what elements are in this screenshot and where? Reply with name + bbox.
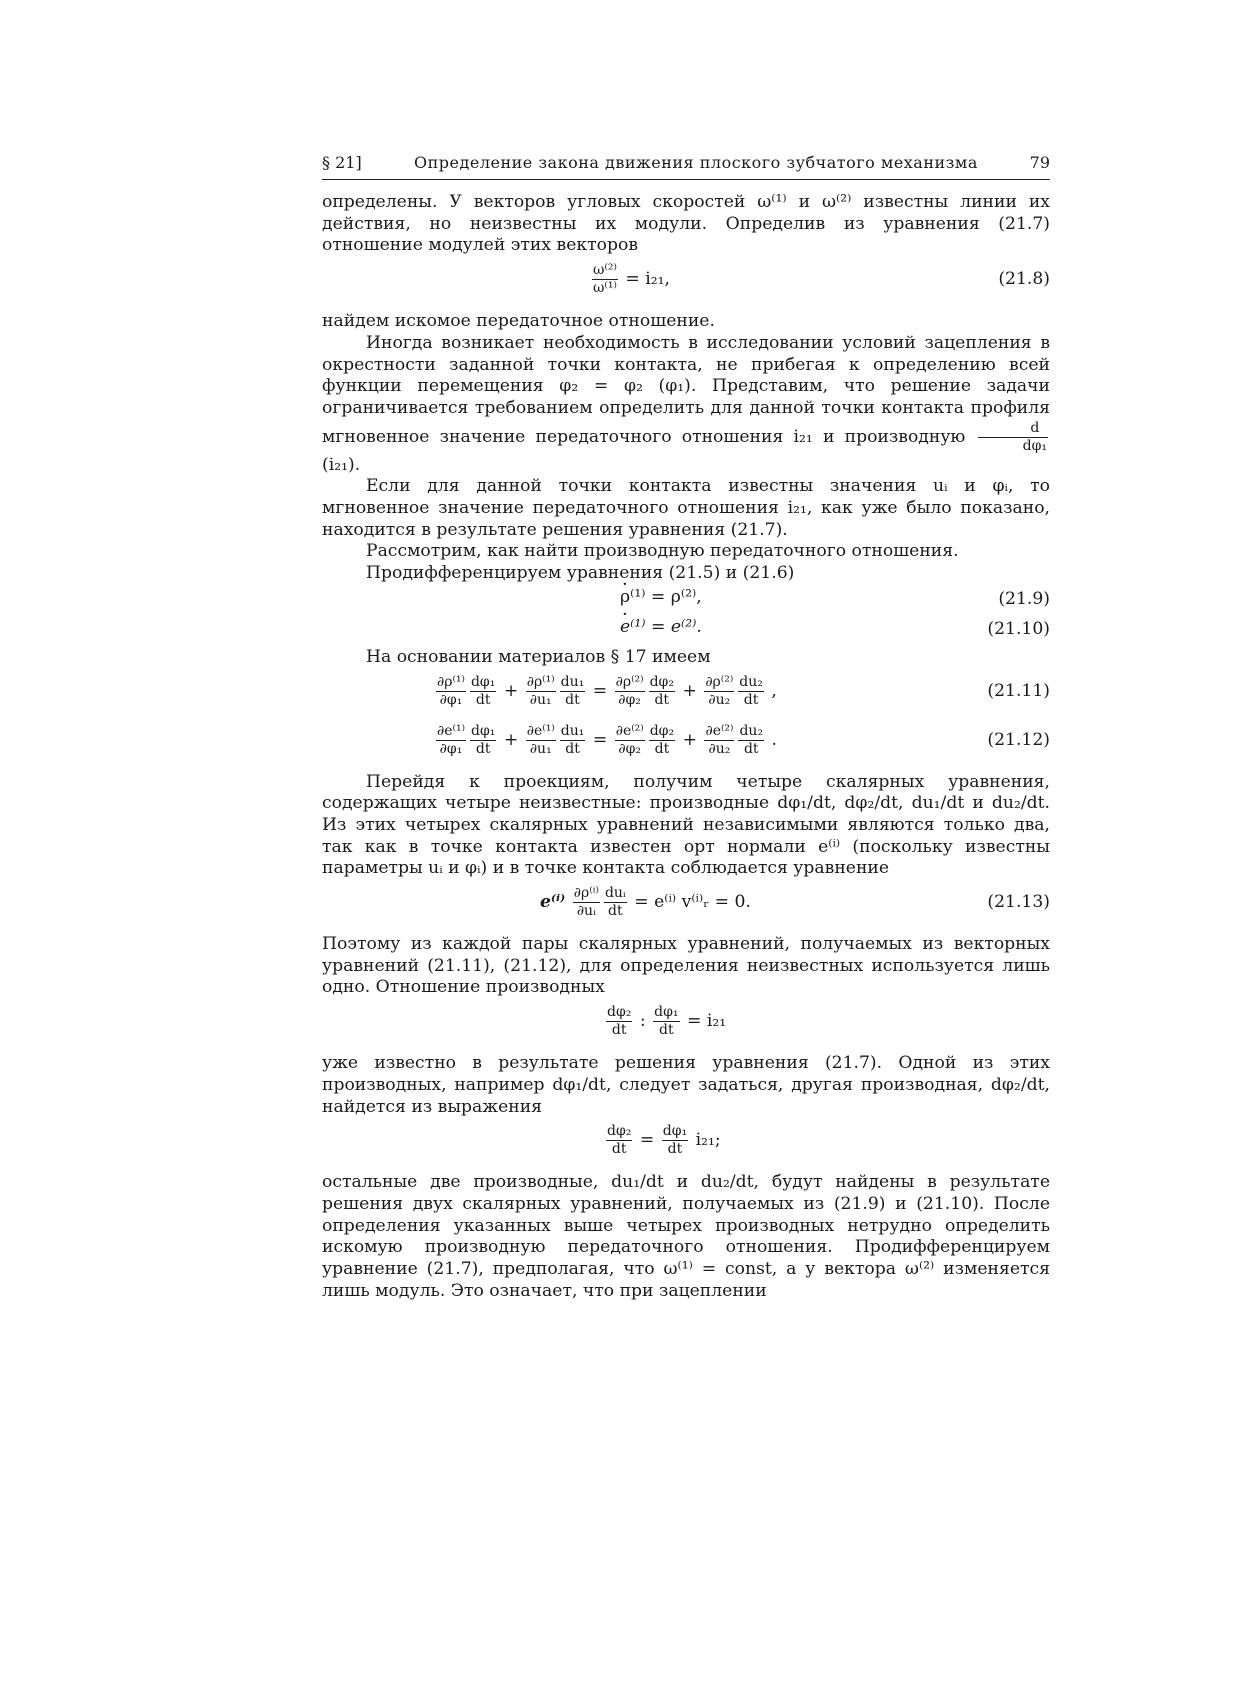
equation-21-10: · e⁽¹⁾ = e⁽²⁾. (21.10) xyxy=(322,617,1050,645)
page-number: 79 xyxy=(1029,153,1050,172)
paragraph: Продифференцируем уравнения (21.5) и (21.6) xyxy=(366,563,795,584)
equation-derivative: $\frac{\text{dφ₂}}{dt}$ = $\frac{\text{dφ₁}}{dt}$ i₂₁; xyxy=(607,1123,721,1158)
paragraph: Иногда возникает необходимость в исследовании условий зацепления в окрестности заданной точки контакта, не прибегая к определению всей функции перемещения φ₂ = φ₂ (φ₁). Представим, что решение задачи ограничивается требованием определить для данной точки контакта профиля мгновенное значение передаточного отношения i₂₁ и производную $\frac{d}{\text{dφ₁}}$ (i₂₁). xyxy=(322,332,1050,475)
paragraph: Если для данной точки контакта известны значения uᵢ и φᵢ, то мгновенное значение передаточного отношения i₂₁, как уже было показано, находится в результате решения уравнения (21.7). xyxy=(322,476,1050,540)
equation-number: (21.13) xyxy=(987,892,1050,913)
page-body xyxy=(322,192,1050,1303)
paragraph: остальные две производные, du₁/dt и du₂/dt, будут найдены в результате решения двух скалярных уравнений, получаемых из (21.9) и (21.10). После определения указанных выше четырех производных нетрудно определить искомую производную передаточного отношения. Продифференцируем уравнение (21.7), предполагая, что ω⁽¹⁾ = const, а у вектора ω⁽²⁾ изменяется лишь модуль. Это означает, что при зацеплении xyxy=(322,1172,1050,1301)
equation-21-13: e⁽ⁱ⁾ $\frac{\text{∂ρ⁽ⁱ⁾}}{\text{∂uᵢ}}$ duᵢ dt = e⁽ⁱ⁾ v⁽ⁱ⁾ᵣ = 0. (21.13) xyxy=(540,885,1050,920)
equation-21-9: · ρ⁽¹⁾ = ρ⁽²⁾, (21.9) xyxy=(322,587,1050,615)
paragraph: Рассмотрим, как найти производную передаточного отношения. xyxy=(366,541,959,562)
paragraph: Перейдя к проекциям, получим четыре скалярных уравнения, содержащих четыре неизвестные: производные dφ₁/dt, dφ₂/dt, du₁/dt и du₂/dt. Из этих четырех скалярных уравнений независимыми являются только два, так как в точке контакта известен орт нормали e⁽ⁱ⁾ (поскольку известны параметры uᵢ и φᵢ) и в точке контакта соблюдается уравнение xyxy=(322,771,1050,879)
section-number: § 21] xyxy=(322,153,362,172)
paragraph: На основании материалов § 17 имеем xyxy=(366,646,711,667)
equation-number: (21.12) xyxy=(987,729,1050,750)
equation-21-11: $\frac{\text{∂ρ⁽¹⁾}}{\text{∂φ₁}}$ $\frac{\text{dφ₁}}{dt}$ + $\frac{\text{∂ρ⁽¹⁾}}{\text{∂u₁}}$ $\frac{\text{du₁}}{dt}$ = $\frac{\text{∂ρ⁽²⁾}}{\text{∂φ₂}}$ $\frac{\text{dφ₂}}{dt}$ + $\frac{\text{∂ρ⁽²⁾}}{\text{∂u₂}}$ $\frac{\text{du₂}}{dt}$ , (21.11) xyxy=(437,673,1050,708)
equation-number: (21.8) xyxy=(998,269,1050,290)
running-header xyxy=(322,153,1050,180)
equation-number: (21.10) xyxy=(987,618,1050,639)
paragraph: уже известно в результате решения уравнения (21.7). Одной из этих производных, например dφ₁/dt, следует задаться, другая производная, dφ₂/dt, найдется из выражения xyxy=(322,1053,1050,1117)
equation-number: (21.9) xyxy=(998,588,1050,609)
paragraph: Поэтому из каждой пары скалярных уравнений, получаемых из векторных уравнений (21.11), (21.12), для определения неизвестных используется лишь одно. Отношение производных xyxy=(322,934,1050,998)
paragraph: определены. У векторов угловых скоростей ω⁽¹⁾ и ω⁽²⁾ известны линии их действия, но неизвестны их модули. Определив из уравнения (21.7) отношение модулей этих векторов xyxy=(322,192,1050,256)
equation-number: (21.11) xyxy=(987,680,1050,701)
equation-21-12: $\frac{\text{∂e⁽¹⁾}}{\text{∂φ₁}}$ $\frac{\text{dφ₁}}{dt}$ + $\frac{\text{∂e⁽¹⁾}}{\text{∂u₁}}$ $\frac{\text{du₁}}{dt}$ = $\frac{\text{∂e⁽²⁾}}{\text{∂φ₂}}$ $\frac{\text{dφ₂}}{dt}$ + $\frac{\text{∂e⁽²⁾}}{\text{∂u₂}}$ $\frac{\text{du₂}}{dt}$ . (21.12) xyxy=(437,722,1050,757)
equation-ratio: $\frac{\text{dφ₂}}{dt}$ : $\frac{\text{dφ₁}}{dt}$ = i₂₁ xyxy=(607,1004,727,1039)
running-title: Определение закона движения плоского зубчатого механизма xyxy=(414,153,978,172)
paragraph: найдем искомое передаточное отношение. xyxy=(322,311,715,332)
equation-21-8: $\frac{\text{ω⁽²⁾}}{\text{ω⁽¹⁾}}$ = i₂₁, (21.8) xyxy=(593,262,1050,297)
